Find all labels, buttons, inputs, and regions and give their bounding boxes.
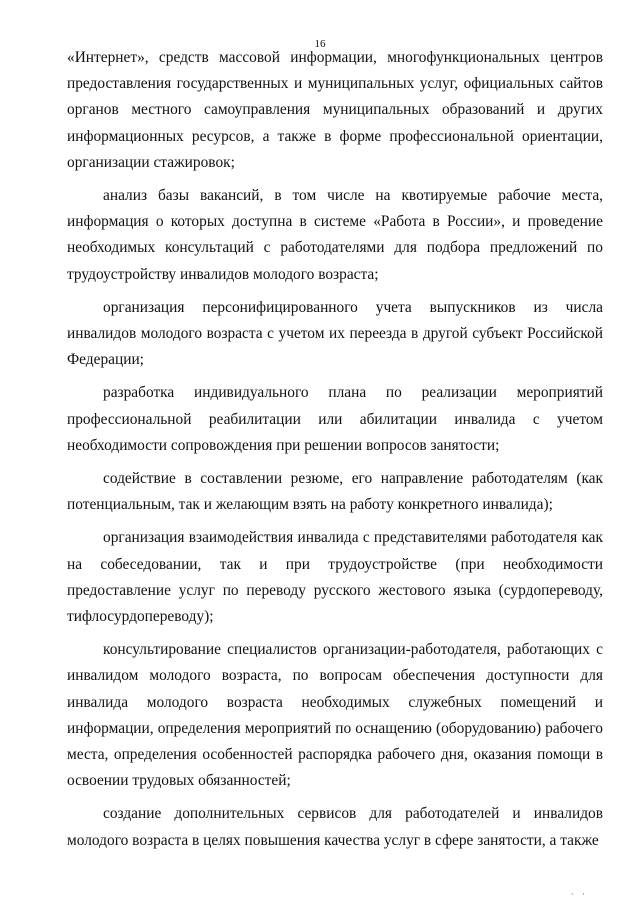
document-body: [67, 45, 603, 861]
paragraph-resume-assistance: содействие в составлении резюме, его направление работодателям (как потенциальным, так и желающим взять на работу конкретного инвалида);: [67, 470, 603, 514]
paragraph-vacancy-analysis: анализ базы вакансий, в том числе на квотируемые рабочие места, информация о которых доступна в системе «Работа в России», и проведение необходимых консультаций с работодателями для подбора предложений по трудоустройству инвалидов молодого возраста;: [67, 187, 603, 283]
paragraph-continuation: «Интернет», средств массовой информации, многофункциональных центров предоставления государственных и муниципальных услуг, официальных сайтов органов местного самоуправления муниципальных образований и других информационных ресурсов, а также в форме профессиональной ориентации, организации стажировок;: [67, 49, 603, 171]
paragraph-individual-plan: разработка индивидуального плана по реализации мероприятий профессиональной реабилитации или абилитации инвалида с учетом необходимости сопровождения при решении вопросов занятости;: [67, 384, 603, 454]
paragraph-specialist-consulting: консультирование специалистов организации-работодателя, работающих с инвалидом молодого возраста, по вопросам обеспечения доступности для инвалида молодого возраста необходимых служебных помещений и информации, определения мероприятий по оснащению (оборудованию) рабочего места, определения особенностей распорядка рабочего дня, оказания помощи в освоении трудовых обязанностей;: [67, 641, 603, 790]
paragraph-employer-interaction: организация взаимодействия инвалида с представителями работодателя как на собеседовании, так и при трудоустройстве (при необходимости предоставление услуг по переводу русского жестового языка (сурдопереводу, тифлосурдопереводу);: [67, 529, 603, 626]
page-number: 16: [314, 38, 326, 50]
corner-mark: · ·: [570, 889, 588, 899]
paragraph-additional-services: создание дополнительных сервисов для работодателей и инвалидов молодого возраста в целях повышения качества услуг в сфере занятости, а также: [67, 805, 603, 849]
paragraph-graduate-accounting: организация персонифицированного учета выпускников из числа инвалидов молодого возраста с учетом их переезда в другой субъект Российской Федерации;: [67, 298, 603, 369]
